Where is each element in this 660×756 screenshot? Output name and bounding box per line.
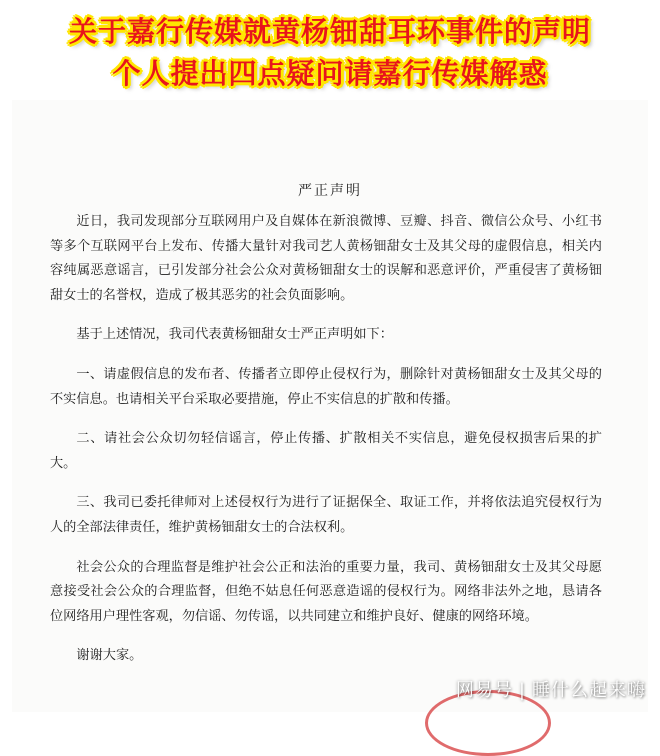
watermark-platform: 网易号 [455,680,513,701]
statement-body [50,210,602,684]
watermark-author: 睡什么起来嗨 [532,680,646,701]
paragraph-point-3: 三、我司已委托律师对上述侵权行为进行了证据保全、取证工作，并将依法追究侵权行为人的全部法律责任，维护黄杨钿甜女士的合法权利。 [50,495,602,535]
paragraph-point-1: 一、请虚假信息的发布者、传播者立即停止侵权行为，删除针对黄杨钿甜女士及其父母的不实信息。也请相关平台采取必要措施，停止不实信息的扩散和传播。 [50,366,602,407]
paragraph-closing: 谢谢大家。 [76,648,143,664]
watermark-separator: | [518,680,526,701]
paragraph-declaration: 基于上述情况，我司代表黄杨钿甜女士严正声明如下： [76,327,393,343]
headline-line-1: 关于嘉行传媒就黄杨钿甜耳环事件的声明 [68,15,591,48]
statement-title: 严正声明 [298,183,362,199]
paragraph-point-2: 二、请社会公众切勿轻信谣言，停止传播、扩散相关不实信息，避免侵权损害后果的扩大。 [50,431,602,471]
headline-line-2: 个人提出四点疑问请嘉行传媒解惑 [112,57,548,90]
paragraph-supervision: 社会公众的合理监督是维护社会公正和法治的重要力量，我司、黄杨钿甜女士及其父母愿意接受社会公众的合理监督，但绝不姑息任何恶意造谣的侵权行为。网络非法外之地，恳请各位网络用户理性客观，勿信谣、勿传谣，以共同建立和维护良好、健康的网络环境。 [50,559,602,624]
paragraph-intro: 近日，我司发现部分互联网用户及自媒体在新浪微博、豆瓣、抖音、微信公众号、小红书等多个互联网平台上发布、传播大量针对我司艺人黄杨钿甜女士及其父母的虚假信息，相关内容纯属恶意谣言，已引发部分社会公众对黄杨钿甜女士的误解和恶意评价，严重侵害了黄杨钿甜女士的名誉权，造成了极其恶劣的社会负面影响。 [50,214,602,303]
platform-watermark [456,676,646,702]
